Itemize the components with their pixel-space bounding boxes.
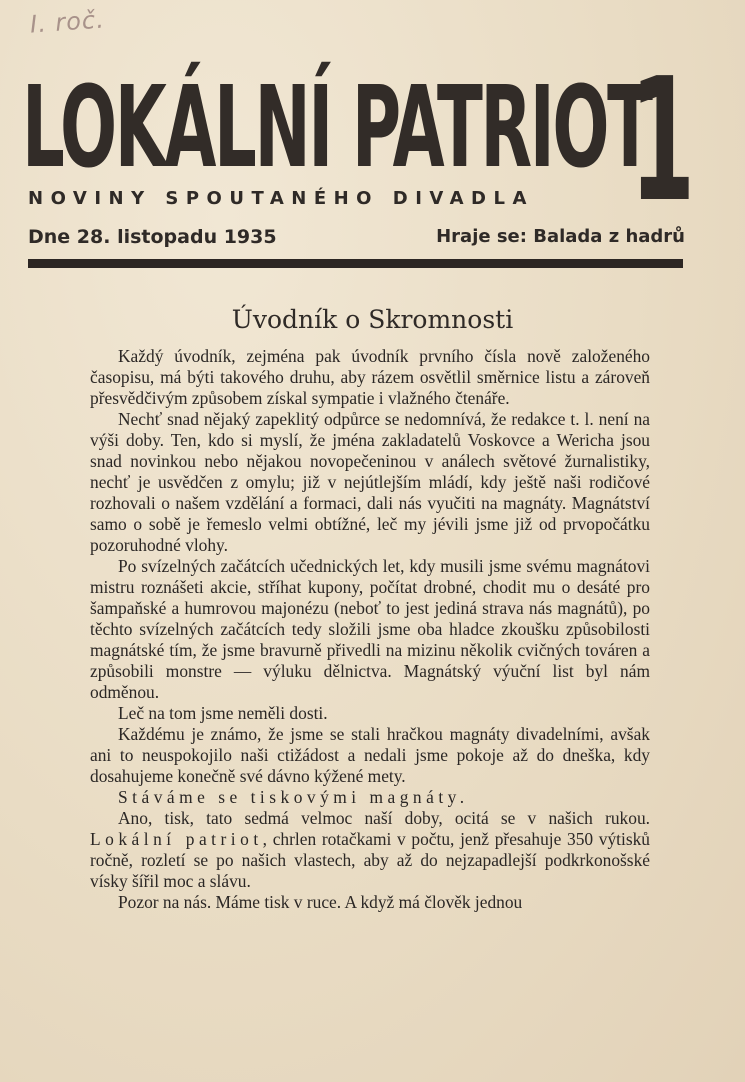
article-body [90, 346, 650, 913]
spaced-paragraph: Stáváme se tiskovými magnáty. [118, 787, 469, 807]
issue-number: 1 [630, 42, 696, 240]
paragraph: Leč na tom jsme neměli dosti. [118, 703, 328, 723]
paragraph-text: , chrlen rotačkami v počtu, jenž přesahuje 350 výtisků ročně, rozletí se po našich vlastech, aby až do nejzapadlejší podkrkonošské vísky šířil moc a slávu. [90, 829, 650, 891]
paragraph [90, 808, 650, 892]
masthead-title: LOKÁLNÍ PATRIOT [22, 63, 651, 193]
now-playing: Hraje se: Balada z hadrů [436, 226, 685, 247]
handwritten-volume-note: I. roč. [29, 5, 106, 39]
paragraph: Pozor na nás. Máme tisk v ruce. A když má člověk jednou [118, 892, 523, 912]
masthead-subtitle: NOVINY SPOUTANÉHO DIVADLA [28, 188, 534, 209]
paragraph: Nechť snad nějaký zapeklitý odpůrce se nedomnívá, že redakce t. l. není na výši doby. Ten, kdo si myslí, že jména zakladatelů Voskovce a Wericha jsou snad novinkou nebo nějakou novopečeninou v análech světové žurnalistiky, nechť je usvědčen z omylu; již v nejútlejším mládí, kdy ještě naši rodičové rozhovali o našem vzdělání a formaci, dali nás vyučiti na magnáty. Magnátství samo o sobě je řemeslo velmi obtížné, leč my jévili jsme již od prvopočátku pozoruhodné vlohy. [90, 409, 650, 555]
issue-date: Dne 28. listopadu 1935 [28, 226, 277, 248]
paragraph-text: Ano, tisk, tato sedmá velmoc naší doby, ocitá se v našich rukou. [118, 808, 650, 828]
paragraph: Každému je známo, že jsme se stali hračkou magnáty divadelními, avšak ani to neuspokojilo naši ctižádost a nedali jsme pokoje až do dneška, kdy dosahujeme konečně své dávno kýžené mety. [90, 724, 650, 786]
newspaper-name: Lokální patriot [90, 829, 263, 849]
paragraph: Po svízelných začátcích učednických let, kdy musili jsme svému magnátovi mistru roznášeti akcie, stříhat kupony, počítat drobné, chodit mu o desáté pro šampaňské a humrovou majonézu (neboť to jest jediná strava nás magnátů), po těchto svízelných začátcích tedy složili jsme oba hladce zkoušku způsobilosti magnátské tím, že jsme bravurně přivedli na mizinu několik cvičných továren a způsobili monstre — výluku dělnictva. Magnátský výuční list byl nám odměnou. [90, 556, 650, 702]
paragraph: Každý úvodník, zejména pak úvodník prvního čísla nově založeného časopisu, má býti takového druhu, aby rázem osvětlil směrnice listu a zároveň přesvědčivým způsobem získal sympatie i vlažného čtenáře. [90, 346, 650, 408]
masthead-rule [28, 259, 683, 268]
article-headline: Úvodník o Skromnosti [231, 305, 514, 334]
